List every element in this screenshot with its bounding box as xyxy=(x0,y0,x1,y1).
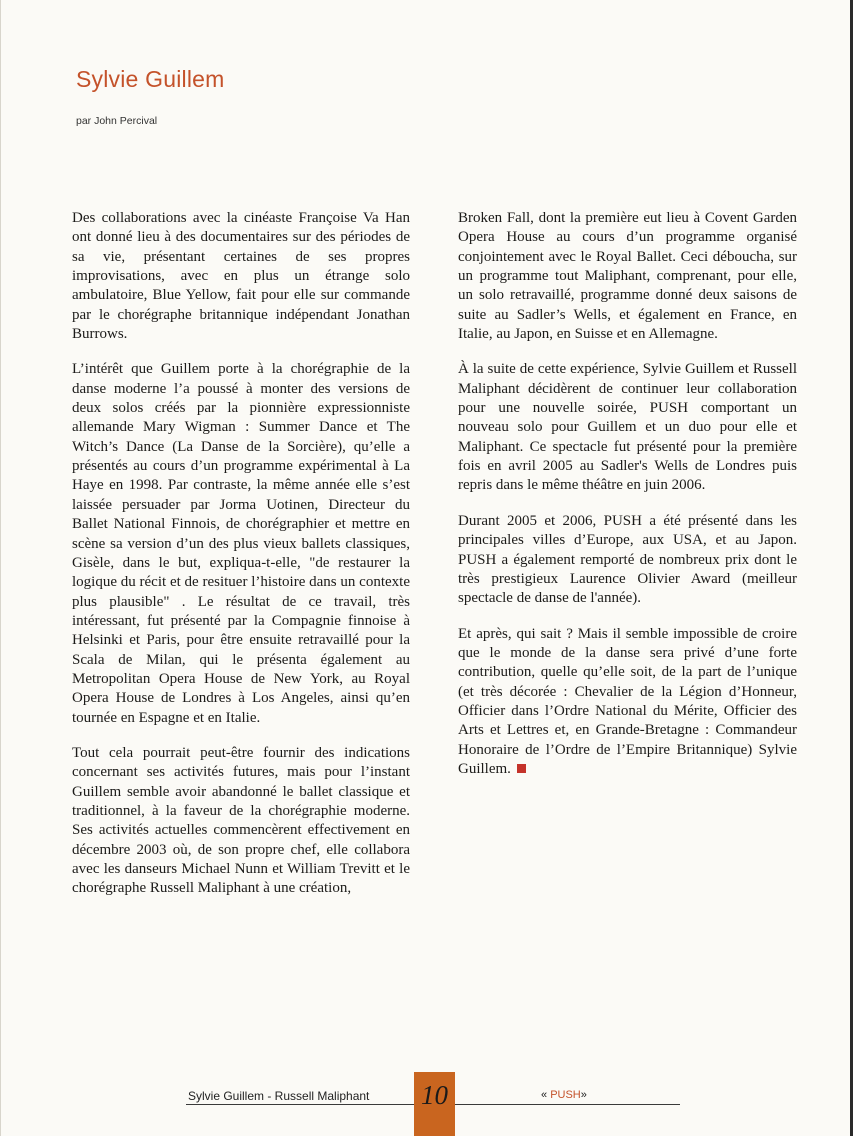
paragraph: Durant 2005 et 2006, PUSH a été présenté dans les principales villes d’Europe, aux USA, et au Japon. PUSH a également remporté de nombreux prix dont le très prestigieux Laurence Olivier Award (meilleur spectacle de danse de l'année). xyxy=(458,512,797,607)
left-text-column xyxy=(72,209,410,915)
paragraph: Tout cela pourrait peut-être fournir des indications concernant ses activités futures, mais pour l’instant Guillem semble avoir abandonné le ballet classique et traditionnel, à la faveur de la chorégraphie moderne. Ses activités actuelles commencèrent effectivement en décembre 2003 où, de son propre chef, elle collabora avec les danseurs Michael Nunn et William Trevitt et le chorégraphe Russell Maliphant à une création, xyxy=(72,744,410,897)
page-number-box xyxy=(414,1072,455,1136)
footer-show-title xyxy=(541,1089,587,1101)
paragraph-text: Et après, qui sait ? Mais il semble impossible de croire que le monde de la danse sera privé d’une forte contribution, quelle qu’elle soit, de la part de l’unique (et très décorée : Chevalier de la Légion d’Honneur, Officier dans l’Ordre National du Mérite, Officier des Arts et Lettres et, en Grande-Bretagne : Commandeur Honoraire de l’Ordre de l’Empire Britannique) Sylvie Guillem. xyxy=(458,625,797,777)
footer-quote-open: « xyxy=(541,1089,551,1101)
footer-quote-close: » xyxy=(580,1089,587,1101)
paragraph: Broken Fall, dont la première eut lieu à Covent Garden Opera House au cours d’un programme organisé conjointement avec le Royal Ballet. Ceci déboucha, sur un programme tout Maliphant, comprenant, pour elle, un solo retravaillé, programme donné deux saisons de suite au Sadler’s Wells, et également en France, en Italie, au Japon, en Suisse et en Allemagne. xyxy=(458,210,797,343)
paragraph: À la suite de cette expérience, Sylvie Guillem et Russell Maliphant décidèrent de continuer leur collaboration pour une nouvelle soirée, PUSH comportant un nouveau solo pour Guillem et un duo pour elle et Maliphant. Ce spectacle fut présenté pour la première fois en avril 2005 au Sadler's Wells de Londres puis repris dans le même théâtre en juin 2006. xyxy=(458,361,797,494)
page-number: 10 xyxy=(421,1080,448,1110)
right-text-column xyxy=(458,209,797,795)
footer-running-title: Sylvie Guillem - Russell Maliphant xyxy=(188,1089,370,1103)
paragraph: L’intérêt que Guillem porte à la chorégraphie de la danse moderne l’a poussé à monter des versions de deux solos créés par la pionnière expressionniste allemande Mary Wigman : Summer Dance et The Witch’s Dance (La Danse de la Sorcière), qu’elle a présentés au cours d’un programme expérimental à La Haye en 1998. Par contraste, la même année elle s’est laissée persuader par Jorma Uotinen, Directeur du Ballet National Finnois, de chorégraphier et mettre en scène sa version d’un des plus vieux ballets classiques, Gisèle, dans le but, expliqua-t-elle, "de restaurer la logique du récit et de resituer l’histoire dans un contexte plus plausible" . Le résultat de ce travail, très intéressant, fut présenté par la Compagnie finnoise à Helsinki et Paris, pour être ensuite retravaillé pour la Scala de Milan, qui le présenta également au Metropolitan Opera House de New York, au Royal Opera House de Londres à Los Angeles, ainsi qu’en tournée en Espagne et en Italie. xyxy=(72,361,410,726)
end-of-article-square-icon xyxy=(517,764,526,773)
page-edge-left xyxy=(0,0,1,1136)
article-byline: par John Percival xyxy=(76,115,158,127)
footer-push-label: PUSH xyxy=(550,1089,581,1101)
paragraph: Des collaborations avec la cinéaste Françoise Va Han ont donné lieu à des documentaires sur des périodes de sa vie, présentant certaines de ses propres improvisations, avec en plus un étrange solo ambulatoire, Blue Yellow, fait pour elle sur commande par le chorégraphe britannique indépendant Jonathan Burrows. xyxy=(72,210,410,343)
last-paragraph xyxy=(458,625,797,780)
article-title: Sylvie Guillem xyxy=(76,66,225,92)
